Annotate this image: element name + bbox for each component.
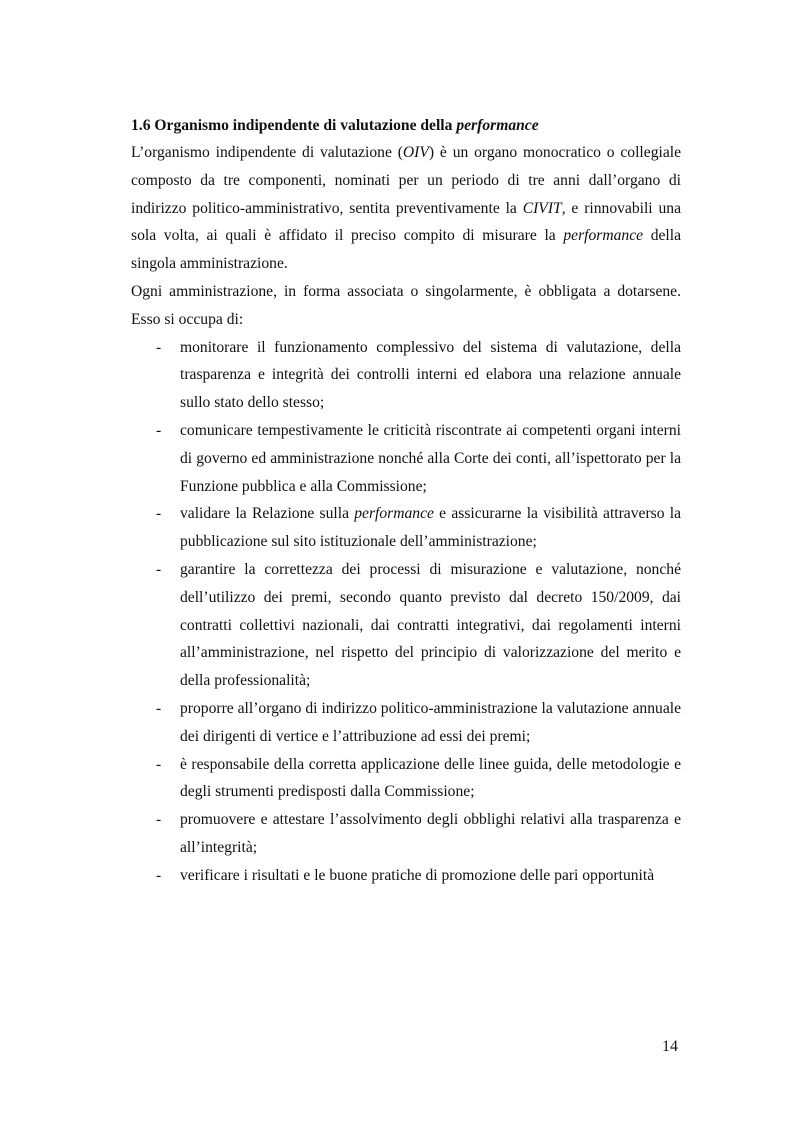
list-item <box>131 751 681 807</box>
section-heading-text: 1.6 Organismo indipendente di valutazione della <box>131 117 457 134</box>
duties-list <box>131 334 681 890</box>
list-item-text: garantire la correttezza dei processi di misurazione e valutazione, nonché dell’utilizzo dei premi, secondo quanto previsto dal decreto 150/2009, dai contratti collettivi nazionali, dai contratti integrativi, dai regolamenti interni all’amministrazione, nel rispetto del principio di valorizzazione del merito e della professionalità; <box>180 560 681 690</box>
bullet-dash: - <box>156 755 162 773</box>
list-item <box>131 695 681 751</box>
intro-text-b: ) è un organo monocratico o collegiale composto da tre componenti, nominati per un periodo di tre anni dall’organo di indirizzo politico-amministrativo, sentita preventivamente la <box>131 144 681 217</box>
bullet-dash: - <box>156 866 162 884</box>
section-heading <box>131 112 681 139</box>
performance-term: performance <box>563 227 644 245</box>
list-item <box>131 417 681 500</box>
civit-abbrev: CIVIT <box>522 199 562 217</box>
intro-text-d: della singola amministrazione. <box>131 227 682 273</box>
bullet-dash: - <box>156 699 162 717</box>
list-item-text: monitorare il funzionamento complessivo del sistema di valutazione, della trasparenza e integrità dei controlli interni ed elabora una relazione annuale sullo stato dello stesso; <box>180 338 681 412</box>
list-item <box>131 500 681 556</box>
list-item <box>131 806 681 862</box>
section-heading-em: performance <box>456 117 539 134</box>
bullet-dash: - <box>156 338 162 356</box>
intro-paragraph <box>131 139 681 278</box>
intro-text-c: , e rinnovabili una sola volta, ai quali è affidato il preciso compito di misurare la <box>131 199 681 245</box>
list-item-text: promuovere e attestare l’assolvimento degli obblighi relativi alla trasparenza e all’integrità; <box>180 811 681 856</box>
list-item-text-a: validare la Relazione sulla <box>180 505 355 523</box>
oiv-abbrev: OIV <box>402 144 429 161</box>
list-item-text-b: e assicurarne la visibilità attraverso la pubblicazione sul sito istituzionale dell’amministrazione; <box>180 505 681 551</box>
list-item-text: comunicare tempestivamente le criticità riscontrate ai competenti organi interni di governo ed amministrazione nonché alla Corte dei conti, all’ispettorato per la Funzione pubblica e alla Commissione; <box>180 421 681 495</box>
bullet-dash: - <box>156 560 162 578</box>
obligation-paragraph: Ogni amministrazione, in forma associata o singolarmente, è obbligata a dotarsene. Esso si occupa di: <box>131 282 681 328</box>
bullet-dash: - <box>156 811 162 829</box>
list-item-text: verificare i risultati e le buone pratiche di promozione delle pari opportunità <box>180 866 655 884</box>
list-item-em: performance <box>354 505 434 523</box>
list-item-text: proporre all’organo di indirizzo politico-amministrazione la valutazione annuale dei dirigenti di vertice e l’attribuzione ad essi dei premi; <box>180 699 681 745</box>
list-item <box>131 556 681 695</box>
bullet-dash: - <box>156 505 162 523</box>
bullet-dash: - <box>156 421 162 439</box>
list-item-text: è responsabile della corretta applicazione delle linee guida, delle metodologie e degli strumenti predisposti dalla Commissione; <box>180 755 681 801</box>
intro-text-a: L’organismo indipendente di valutazione ( <box>131 144 403 161</box>
list-item <box>131 862 681 890</box>
list-item <box>131 334 681 417</box>
page-content <box>131 112 681 890</box>
page-number: 14 <box>662 1038 678 1055</box>
